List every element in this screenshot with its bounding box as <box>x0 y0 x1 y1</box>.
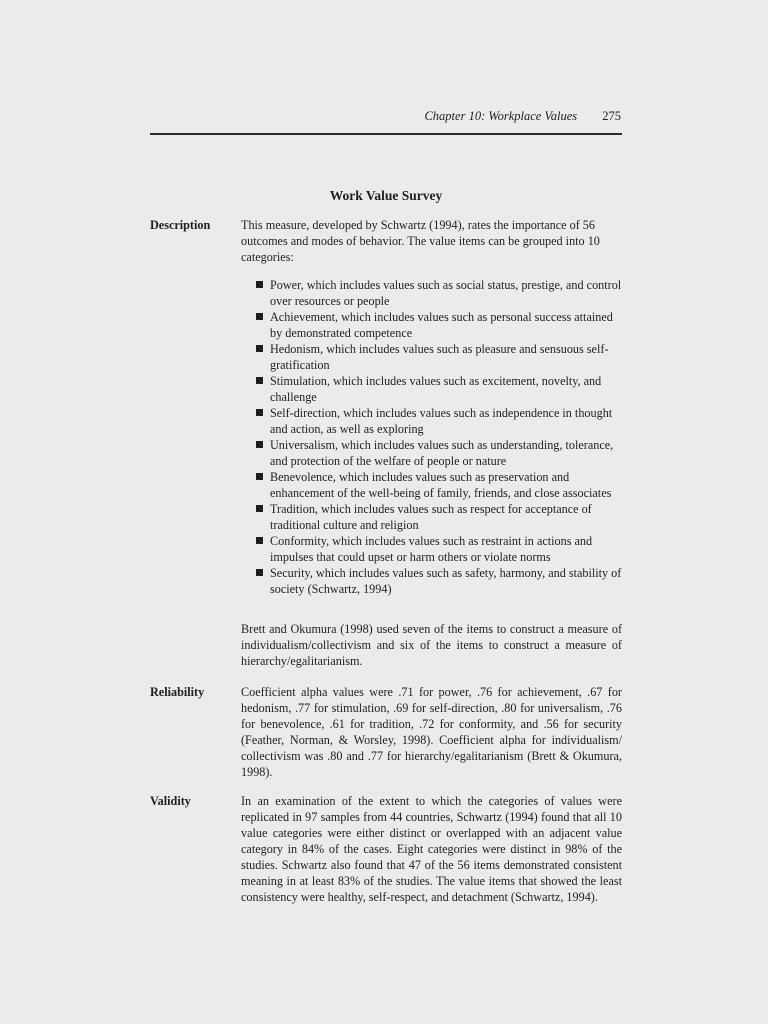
bullet-icon <box>256 505 263 512</box>
bullet-icon <box>256 345 263 352</box>
list-item: Conformity, which includes values such as restraint in actions and impulses that could upset or harm others or violate norms <box>241 533 622 565</box>
description-label: Description <box>150 218 211 232</box>
bullet-icon <box>256 409 263 416</box>
running-head <box>424 109 621 124</box>
list-item: Power, which includes values such as social status, prestige, and control over resources or people <box>241 277 622 309</box>
bullet-icon <box>256 281 263 288</box>
list-item: Tradition, which includes values such as respect for acceptance of traditional culture and religion <box>241 501 622 533</box>
description-closing: Brett and Okumura (1998) used seven of the items to construct a measure of individualism/collectivism and six of the items to construct a measure of hierarchy/egalitarianism. <box>241 622 622 668</box>
list-item: Hedonism, which includes values such as pleasure and sensuous self-gratification <box>241 341 622 373</box>
list-item: Benevolence, which includes values such as preservation and enhancement of the well-being of family, friends, and close associates <box>241 469 622 501</box>
list-item: Achievement, which includes values such as personal success attained by demonstrated competence <box>241 309 622 341</box>
validity-text: In an examination of the extent to which the categories of values were replicated in 97 samples from 44 countries, Schwartz (1994) found that all 10 value categories were either distinct or overlapped with an adjacent value category in 84% of the cases. Eight categories were distinct in 98% of the studies. Schwartz also found that 47 of the 56 items demonstrated consistent meaning in at least 83% of the studies. The value items that showed the least consistency were healthy, self-respect, and detachment (Schwartz, 1994). <box>241 794 622 904</box>
reliability-section <box>150 684 622 780</box>
reliability-text: Coefficient alpha values were .71 for power, .76 for achievement, .67 for hedonism, .77 for stimulation, .69 for self-direction, .80 for universalism, .76 for benevolence, .61 for tradition, .72 for conformity, and .56 for security (Feather, Norman, & Worsley, 1998). Coefficient alpha for individualism/ collectivism was .80 and .77 for hierarchy/egalitarianism (Brett & Okumura, 1998). <box>241 685 622 779</box>
list-item: Self-direction, which includes values such as independence in thought and action, as well as exploring <box>241 405 622 437</box>
description-closing-section <box>150 621 622 669</box>
bullet-icon <box>256 537 263 544</box>
description-intro: This measure, developed by Schwartz (1994), rates the importance of 56 outcomes and modes of behavior. The value items can be grouped into 10 categories: <box>241 218 600 264</box>
bullet-icon <box>256 441 263 448</box>
bullet-icon <box>256 569 263 576</box>
bullet-icon <box>256 313 263 320</box>
category-list <box>241 277 622 597</box>
validity-section <box>150 793 622 905</box>
section-title: Work Value Survey <box>329 188 443 203</box>
bullet-icon <box>256 473 263 480</box>
list-item: Universalism, which includes values such as understanding, tolerance, and protection of the welfare of people or nature <box>241 437 622 469</box>
description-section <box>150 217 622 597</box>
list-item: Security, which includes values such as safety, harmony, and stability of society (Schwartz, 1994) <box>241 565 622 597</box>
list-item: Stimulation, which includes values such as excitement, novelty, and challenge <box>241 373 622 405</box>
reliability-label: Reliability <box>150 685 205 699</box>
header-rule <box>150 133 622 135</box>
validity-label: Validity <box>150 794 191 808</box>
bullet-icon <box>256 377 263 384</box>
chapter-title: Chapter 10: Workplace Values <box>424 109 578 123</box>
page-number: 275 <box>602 109 621 123</box>
